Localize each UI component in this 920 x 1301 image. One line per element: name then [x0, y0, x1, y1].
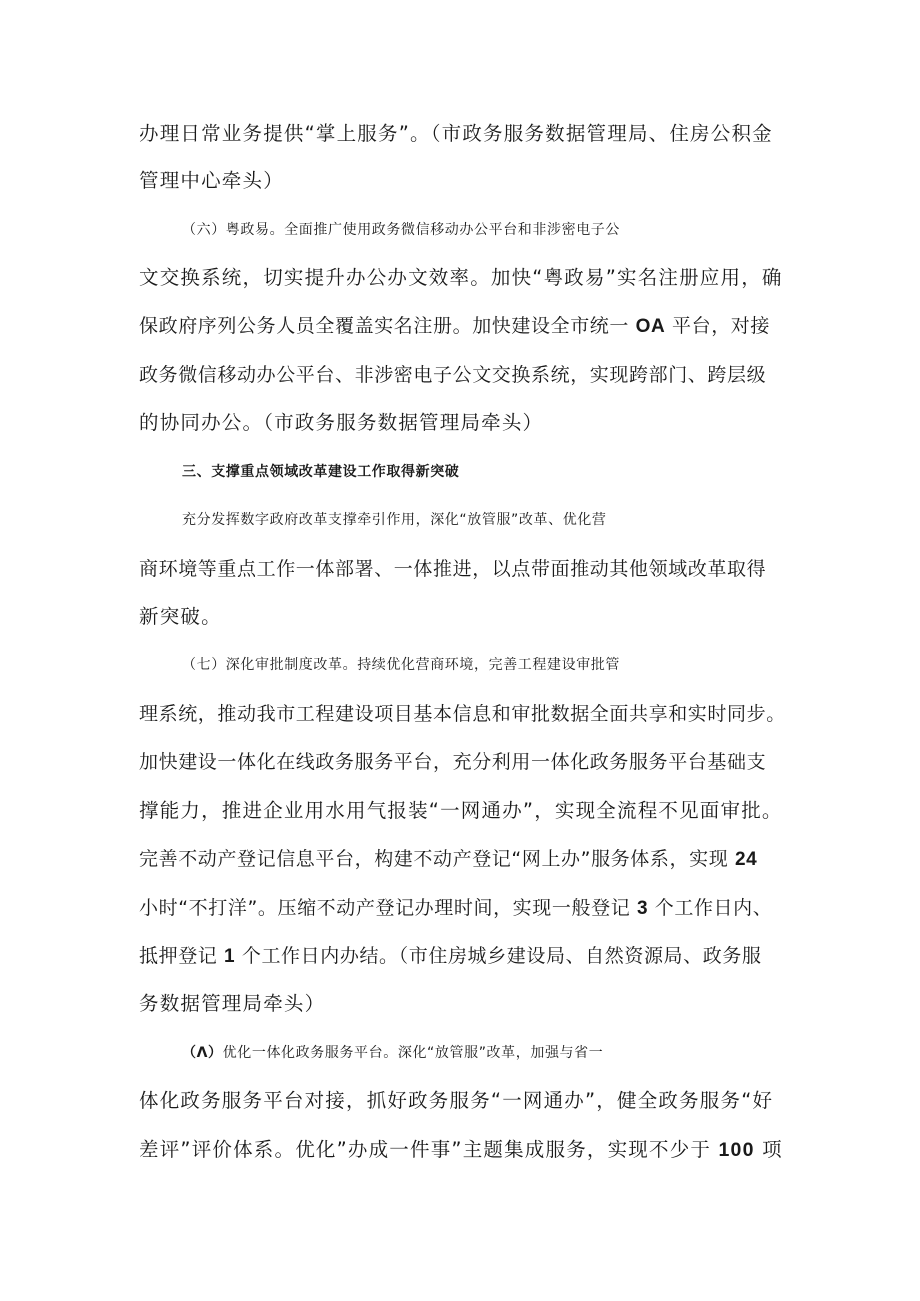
paragraph-line	[139, 694, 789, 734]
paragraph-line	[139, 888, 789, 928]
paragraph-line	[139, 114, 789, 154]
paragraph-line	[139, 1130, 789, 1170]
paragraph-line	[139, 597, 789, 637]
text-run: 项	[762, 1138, 783, 1161]
paragraph-line	[139, 258, 789, 298]
paragraph-line	[139, 839, 789, 879]
text-run: 体化政务服务平台对接，抓好政务服务“一网通办”，健全政务服务“好	[139, 1089, 774, 1112]
text-run: 平台，对接	[672, 315, 771, 337]
text-run: 加快建设一体化在线政务服务平台，充分利用一体化政务服务平台基础支	[139, 751, 767, 773]
text-run: 撑能力，推进企业用水用气报装“一网通办”，实现全流程不见面审批。	[139, 799, 783, 822]
text-run-bold: 3	[636, 898, 649, 919]
text-run: 差评”评价体系。优化”办成一件事”主题集成服务，实现不少于	[139, 1138, 712, 1161]
section-heading	[182, 452, 832, 492]
text-run: 抵押登记	[139, 945, 218, 967]
text-run: 办理日常业务提供“掌上服务”。（市政务服务数据管理局、住房公积金	[139, 122, 773, 145]
paragraph-line	[139, 791, 789, 831]
text-run: 管理中心牵头）	[139, 169, 284, 192]
paragraph-line	[139, 161, 789, 201]
text-run: 理系统，推动我市工程建设项目基本信息和审批数据全面共享和实时同步。	[139, 703, 786, 725]
text-run: 新突破。	[139, 605, 222, 628]
paragraph-line	[182, 210, 832, 250]
text-run: 保政府序列公务人员全覆盖实名注册。加快建设全市统一	[139, 315, 630, 337]
text-run: 的协同办公。（市政务服务数据管理局牵头）	[139, 411, 544, 434]
text-run: 政务微信移动办公平台、非涉密电子公文交换系统，实现跨部门、跨层级	[139, 364, 767, 386]
text-run: 个工作日内、	[654, 897, 773, 919]
text-run-bold: OA	[635, 316, 666, 337]
text-run: 个工作日内办结。（市住房城乡建设局、自然资源局、政务服	[241, 945, 762, 967]
text-run: 务数据管理局牵头）	[139, 992, 326, 1015]
paragraph-line	[139, 936, 789, 976]
text-run-bold: （Λ）	[182, 1045, 223, 1061]
paragraph-line	[139, 306, 789, 346]
paragraph-line	[139, 549, 789, 589]
text-run: 小时“不打洋”。压缩不动产登记办理时间，实现一般登记	[139, 897, 631, 919]
text-run: 完善不动产登记信息平台，构建不动产登记“网上办”服务体系，实现	[139, 848, 729, 870]
text-run-bold: 1	[224, 946, 236, 967]
heading-text: 三、支撑重点领域改革建设工作取得新突破	[182, 464, 460, 480]
text-run: 文交换系统，切实提升办公办文效率。加快“粤政易”实名注册应用，确	[139, 266, 783, 289]
text-run-bold: 100	[718, 1139, 755, 1161]
paragraph-line	[139, 742, 789, 782]
paragraph-line	[182, 500, 832, 540]
text-run-bold: 24	[734, 849, 758, 870]
paragraph-line	[182, 645, 832, 685]
text-run: 充分发挥数字政府改革支撑牵引作用，深化“放管服”改革、优化营	[182, 512, 607, 528]
paragraph-line	[139, 355, 789, 395]
paragraph-line	[182, 1033, 832, 1073]
text-run: 优化一体化政务服务平台。深化“放管服”改革，加强与省一	[222, 1045, 604, 1061]
text-run: （七）深化审批制度改革。持续优化营商环境，完善工程建设审批管	[182, 657, 620, 673]
paragraph-line	[139, 1081, 789, 1121]
paragraph-line	[139, 984, 789, 1024]
text-run: 商环境等重点工作一体部署、一体推进，以点带面推动其他领域改革取得	[139, 558, 767, 580]
paragraph-line	[139, 403, 789, 443]
text-run: （六）粤政易。全面推广使用政务微信移动办公平台和非涉密电子公	[182, 222, 620, 238]
